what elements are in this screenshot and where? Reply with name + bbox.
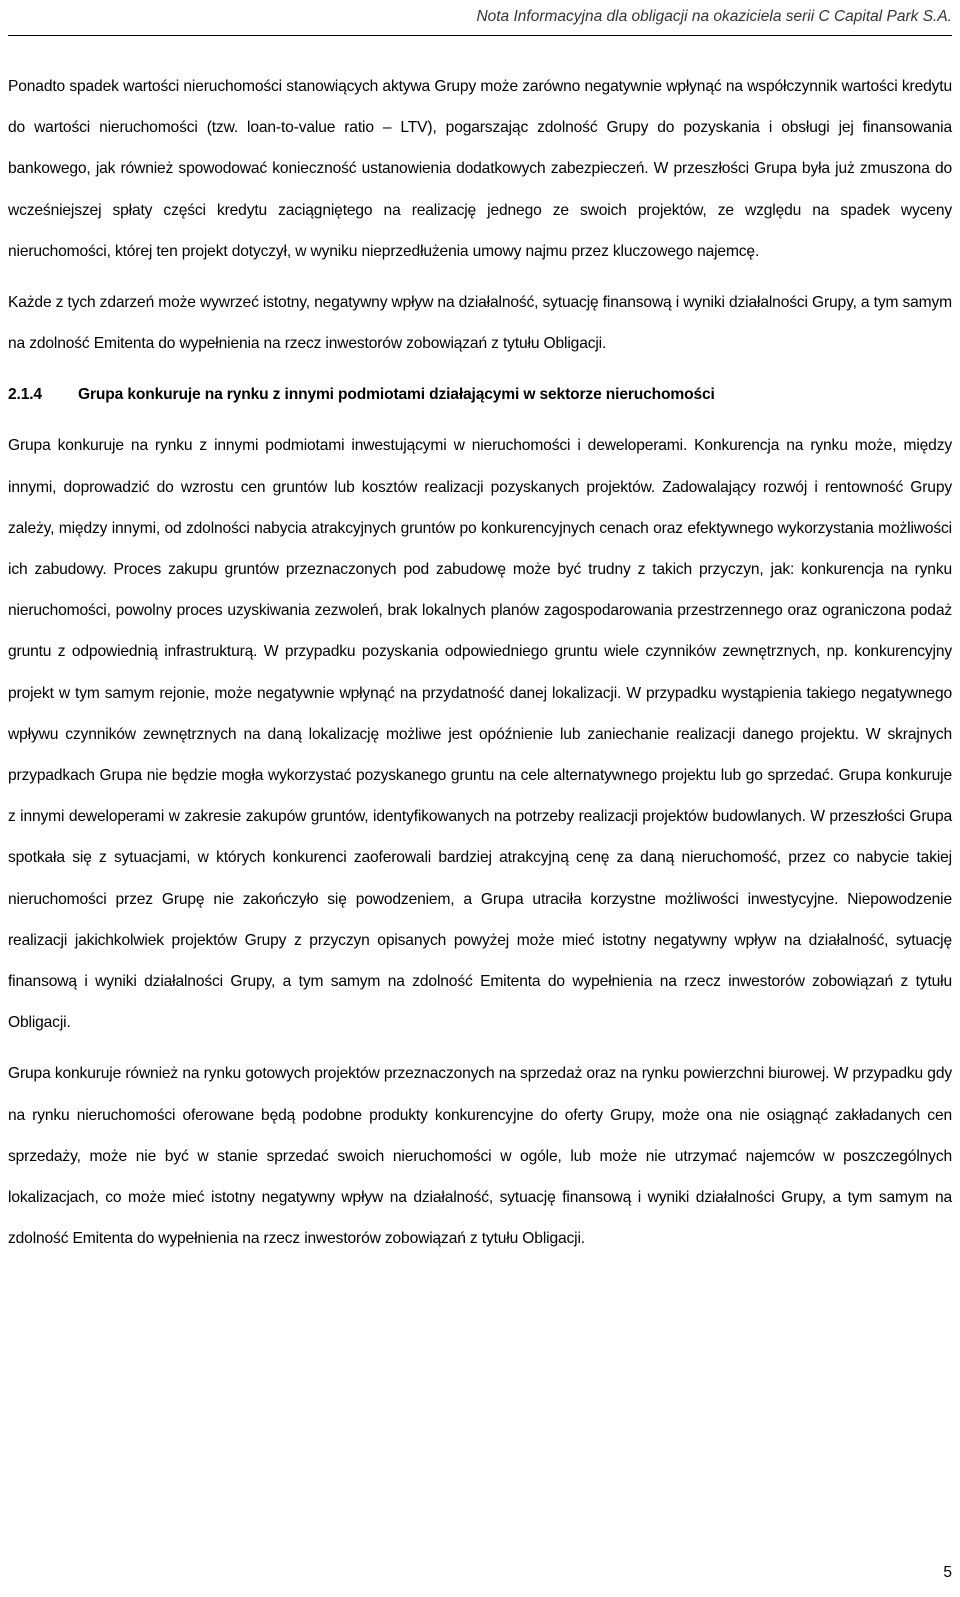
page-header xyxy=(8,0,952,36)
paragraph: Ponadto spadek wartości nieruchomości stanowiących aktywa Grupy może zarówno negatywnie wpłynąć na współczynnik wartości kredytu do wartości nieruchomości (tzw. loan-to-value ratio – LTV), pogarszając zdolność Grupy do pozyskania i obsługi jej finansowania bankowego, jak również spowodować konieczność ustanowienia dodatkowych zabezpieczeń. W przeszłości Grupa była już zmuszona do wcześniejszej spłaty części kredytu zaciągniętego na realizację jednego ze swoich projektów, ze względu na spadek wyceny nieruchomości, której ten projekt dotyczył, w wyniku nieprzedłużenia umowy najmu przez kluczowego najemcę. xyxy=(8,78,952,260)
paragraph: Grupa konkuruje również na rynku gotowych projektów przeznaczonych na sprzedaż oraz na rynku powierzchni biurowej. W przypadku gdy na rynku nieruchomości oferowane będą podobne produkty konkurencyjne do oferty Grupy, może ona nie osiągnąć zakładanych cen sprzedaży, może nie być w stanie sprzedać swoich nieruchomości w ogóle, lub może nie utrzymać najemców w poszczególnych lokalizacjach, co może mieć istotny negatywny wpływ na działalność, sytuację finansową i wyniki działalności Grupy, a tym samym na zdolność Emitenta do wypełnienia na rzecz inwestorów zobowiązań z tytułu Obligacji. xyxy=(8,1065,952,1248)
section-number: 2.1.4 xyxy=(8,386,42,404)
document-body xyxy=(8,66,952,1269)
page-number: 5 xyxy=(943,1564,952,1581)
section-heading xyxy=(8,374,952,415)
paragraph: Grupa konkuruje na rynku z innymi podmiotami inwestującymi w nieruchomości i deweloperami. Konkurencja na rynku może, między innymi, doprowadzić do wzrostu cen gruntów lub kosztów realizacji pozyskanych projektów. Zadowalający rozwój i rentowność Grupy zależy, między innymi, od zdolności nabycia atrakcyjnych gruntów po konkurencyjnych cenach oraz efektywnego wykorzystania możliwości ich zabudowy. Proces zakupu gruntów przeznaczonych pod zabudowę może być trudny z takich przyczyn, jak: konkurencja na rynku nieruchomości, powolny proces uzyskiwania zezwoleń, brak lokalnych planów zagospodarowania przestrzennego oraz ograniczona podaż gruntu z odpowiednią infrastrukturą. W przypadku pozyskania odpowiedniego gruntu wiele czynników zewnętrznych, np. konkurencyjny projekt w tym samym rejonie, może negatywnie wpłynąć na przydatność danej lokalizacji. W przypadku wystąpienia takiego negatywnego wpływu czynników zewnętrznych na daną lokalizację możliwe jest opóźnienie lub zaniechanie realizacji danego projektu. W skrajnych przypadkach Grupa nie będzie mogła wykorzystać pozyskanego gruntu na cele alternatywnego projektu lub go sprzedać. Grupa konkuruje z innymi deweloperami w zakresie zakupów gruntów, identyfikowanych na potrzeby realizacji projektów budowlanych. W przeszłości Grupa spotkała się z sytuacjami, w których konkurenci zaoferowali bardziej atrakcyjną cenę za daną nieruchomość, przez co nabycie takiej nieruchomości przez Grupę nie zakończyło się powodzeniem, a Grupa utraciła korzystne możliwości inwestycyjne. Niepowodzenie realizacji jakichkolwiek projektów Grupy z przyczyn opisanych powyżej może mieć istotny negatywny wpływ na działalność, sytuację finansową i wyniki działalności Grupy, a tym samym na zdolność Emitenta do wypełnienia na rzecz inwestorów zobowiązań z tytułu Obligacji. xyxy=(8,437,952,1032)
header-title: Nota Informacyjna dla obligacji na okaziciela serii C Capital Park S.A. xyxy=(476,8,952,25)
paragraph: Każde z tych zdarzeń może wywrzeć istotny, negatywny wpływ na działalność, sytuację finansową i wyniki działalności Grupy, a tym samym na zdolność Emitenta do wypełnienia na rzecz inwestorów zobowiązań z tytułu Obligacji. xyxy=(8,294,952,353)
section-title: Grupa konkuruje na rynku z innymi podmiotami działającymi w sektorze nieruchomości xyxy=(78,386,715,404)
